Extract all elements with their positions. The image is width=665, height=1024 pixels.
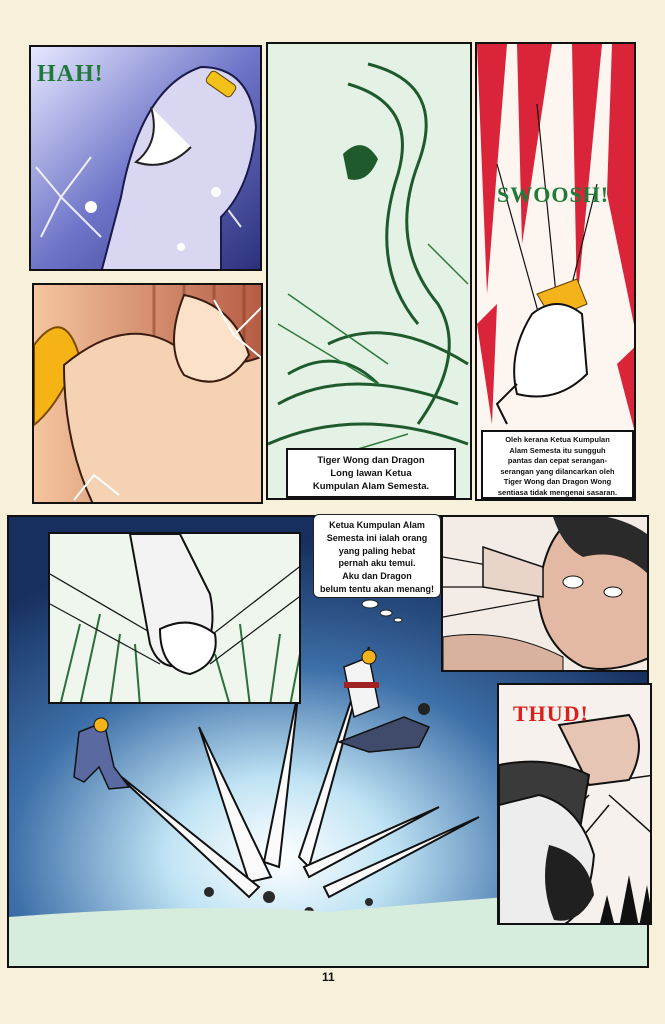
sfx-hah: HAH! — [37, 61, 104, 87]
speech-tail — [360, 598, 420, 628]
fighter-face-closeup-art — [443, 517, 649, 672]
sfx-swoosh: SWOOSH! — [497, 182, 610, 207]
speech-bubble: Ketua Kumpulan Alam Semesta ini ialah orang yang paling hebat pernah aku temui. Aku dan Dragon belum tentu akan menang! — [313, 514, 441, 598]
flaming-fist-strike-art — [34, 285, 263, 504]
panel-hah — [29, 45, 262, 271]
panel-swoosh — [475, 42, 636, 501]
page-number: 11 — [322, 970, 335, 984]
panel-punch — [32, 283, 263, 504]
fist-into-grass-art — [50, 534, 301, 704]
caption-dragon: Tiger Wong dan Dragon Long lawan Ketua Kumpulan Alam Semesta. — [286, 448, 456, 498]
sfx-thud: THUD! — [513, 701, 589, 726]
panel-face-closeup — [441, 515, 649, 672]
panel-dragon — [266, 42, 472, 500]
caption-swoosh: Oleh kerana Ketua Kumpulan Alam Semesta itu sungguh pantas dan cepat serangan- serangan yang dilancarkan oleh Tiger Wong dan Dragon Wong sentiasa tidak mengenai sasaran. — [481, 430, 634, 499]
green-energy-dragon-art — [268, 44, 472, 500]
panel-ground-hit — [48, 532, 301, 704]
panel-thud — [497, 683, 652, 925]
